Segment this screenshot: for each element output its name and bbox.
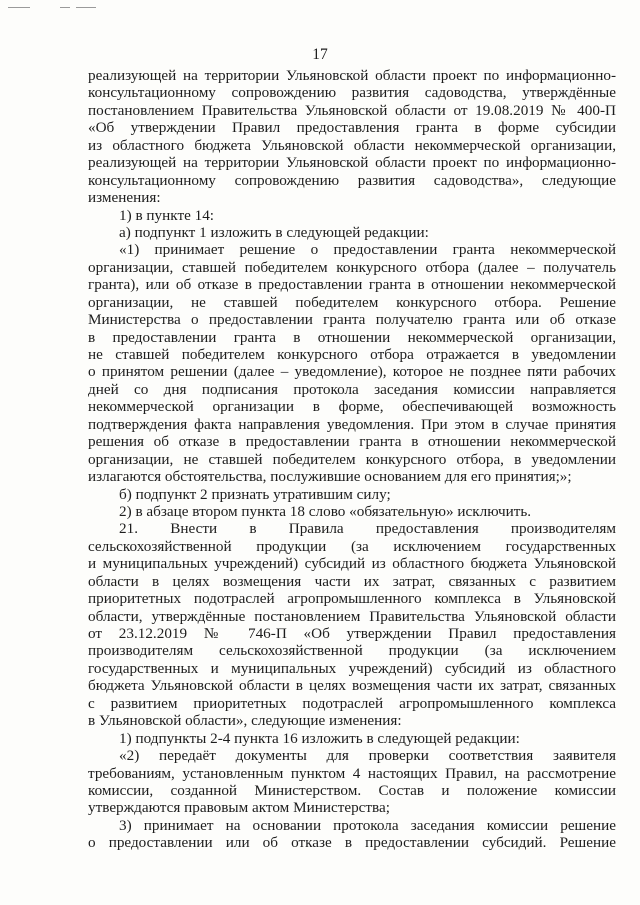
text-line: в Ульяновской области», следующие изменения: xyxy=(88,712,402,730)
text-line: о предоставлении или об отказе в предоставлении субсидий. Решение xyxy=(88,834,616,852)
text-line: организации, не ставшей победителем конкурсного отбора. Решение xyxy=(88,293,616,311)
text-line: некоммерческой организации в форме, обеспечивающей возможность xyxy=(88,398,616,416)
scan-mark xyxy=(76,7,96,8)
text-line: 1) подпункты 2-4 пункта 16 изложить в следующей редакции: xyxy=(119,729,520,747)
text-line: требованиям, установленным пунктом 4 настоящих Правил, на рассмотрение xyxy=(88,764,616,782)
text-line: от 23.12.2019 № 746-П «Об утверждении Правил предоставления xyxy=(88,625,616,642)
text-line: постановлением Правительства Ульяновской области от 19.08.2019 № 400-П xyxy=(88,101,616,119)
text-line: реализующей на территории Ульяновской области проект по информационно- xyxy=(88,154,616,172)
text-line: консультационному сопровождению развития садоводства, утверждённые xyxy=(88,84,616,102)
scan-mark xyxy=(8,7,30,8)
text-line: и муниципальных учреждений) субсидий из областного бюджета Ульяновской xyxy=(88,555,616,573)
text-line: области, утверждённые постановлением Правительства Ульяновской области xyxy=(88,607,616,625)
text-line: области в целях возмещения части их затрат, связанных с развитием xyxy=(88,572,616,590)
text-line: дней со дня подписания протокола заседания комиссии направляется xyxy=(88,380,616,398)
text-line: бюджета Ульяновской области в целях возмещения части их затрат, связанных xyxy=(88,677,616,695)
scan-mark xyxy=(60,7,70,8)
text-line: 3) принимает на основании протокола заседания комиссии решение xyxy=(119,816,616,834)
text-line: государственных и муниципальных учреждений) субсидий из областного xyxy=(88,659,616,677)
text-line: консультационному сопровождению развития садоводства», следующие xyxy=(88,171,616,189)
text-line: из областного бюджета Ульяновской области некоммерческой организации, xyxy=(88,136,616,154)
text-line: изменения: xyxy=(88,189,161,207)
text-line: утверждаются правовым актом Министерства; xyxy=(88,799,390,817)
text-line: приоритетных подотраслей агропромышленного комплекса в Ульяновской xyxy=(88,590,616,608)
text-line: 21. Внести в Правила предоставления производителям xyxy=(119,520,616,538)
text-line: организации, не ставшей победителем конкурсного отбора, в уведомлении xyxy=(88,450,616,468)
text-line: 1) в пункте 14: xyxy=(119,206,215,224)
text-line: организации, ставшей победителем конкурсного отбора (далее – получатель xyxy=(88,258,616,276)
text-line: а) подпункт 1 изложить в следующей редакции: xyxy=(119,223,429,241)
text-line: с развитием приоритетных подотраслей агропромышленного комплекса xyxy=(88,694,616,712)
text-line: решения об отказе в предоставлении гранта в отношении некоммерческой xyxy=(88,433,616,451)
text-line: производителям сельскохозяйственной продукции (за исключением xyxy=(88,642,616,660)
text-line: Министерства о предоставлении гранта получателю гранта или об отказе xyxy=(88,311,616,329)
text-line: сельскохозяйственной продукции (за исключением государственных xyxy=(88,537,616,555)
text-line: в предоставлении гранта в отношении некоммерческой организации, xyxy=(88,328,616,346)
text-line: гранта), или об отказе в предоставлении гранта в отношении некоммерческой xyxy=(88,276,616,294)
text-line: подтверждения факта направления уведомления. При этом в случае принятия xyxy=(88,415,616,433)
text-line: реализующей на территории Ульяновской области проект по информационно- xyxy=(88,67,616,84)
text-line: не ставшей победителем конкурсного отбора отражается в уведомлении xyxy=(88,346,616,363)
page-number: 17 xyxy=(312,46,328,63)
text-line: излагаются обстоятельства, послужившие основанием для его принятия;»; xyxy=(88,468,572,486)
text-line: «Об утверждении Правил предоставления гранта в форме субсидии xyxy=(88,119,616,137)
text-line: комиссии, созданной Министерством. Состав и положение комиссии xyxy=(88,781,616,799)
text-line: «2) передаёт документы для проверки соответствия заявителя xyxy=(119,747,616,765)
text-line: о принятом решении (далее – уведомление), которое не позднее пяти рабочих xyxy=(88,363,616,381)
text-line: «1) принимает решение о предоставлении гранта некоммерческой xyxy=(119,241,616,259)
text-line: б) подпункт 2 признать утратившим силу; xyxy=(119,485,391,503)
text-line: 2) в абзаце втором пункта 18 слово «обязательную» исключить. xyxy=(119,502,532,520)
document-body xyxy=(88,67,616,852)
